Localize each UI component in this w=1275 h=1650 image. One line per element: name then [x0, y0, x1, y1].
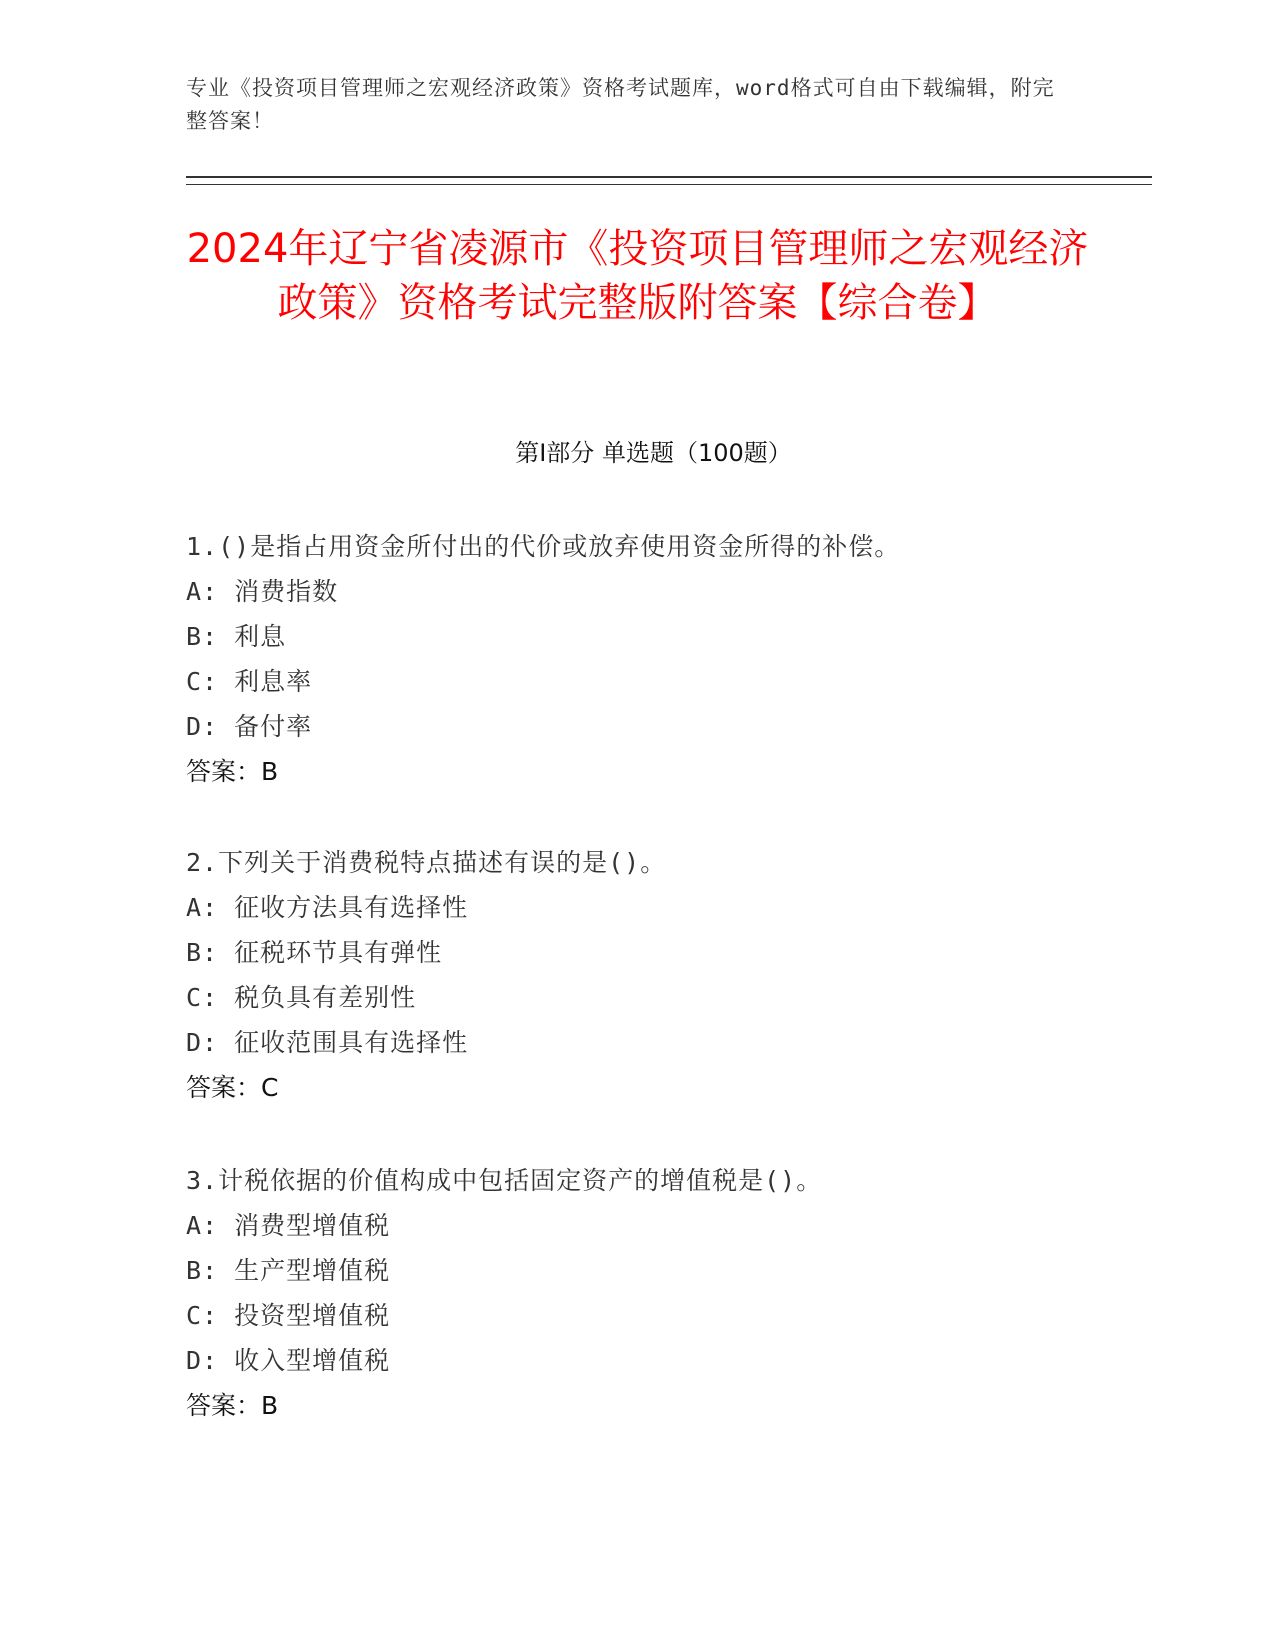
answer-line: 答案：C [186, 1073, 279, 1102]
option-d: D: 备付率 [186, 712, 313, 741]
document-title: 2024年辽宁省凌源市《投资项目管理师之宏观经济政策》资格考试完整版附答案【综合卷】 [186, 226, 1089, 326]
question-1 [186, 524, 1166, 794]
option-d: D: 征收范围具有选择性 [186, 1028, 469, 1057]
question-stem: 3.计税依据的价值构成中包括固定资产的增值税是()。 [186, 1166, 823, 1195]
option-b: B: 利息 [186, 622, 287, 651]
section-title: 第Ⅰ部分 单选题（100题） [515, 439, 792, 467]
question-stem: 1.()是指占用资金所付出的代价或放弃使用资金所得的补偿。 [186, 532, 901, 561]
option-a: A: 征收方法具有选择性 [186, 893, 469, 922]
option-b: B: 生产型增值税 [186, 1256, 391, 1285]
option-a: A: 消费型增值税 [186, 1211, 391, 1240]
option-c: C: 利息率 [186, 667, 313, 696]
option-b: B: 征税环节具有弹性 [186, 938, 443, 967]
question-2 [186, 840, 1166, 1110]
header-note: 专业《投资项目管理师之宏观经济政策》资格考试题库，word格式可自由下载编辑，附完整答案！ [186, 76, 1055, 133]
answer-line: 答案：B [186, 757, 279, 786]
question-3 [186, 1158, 1166, 1428]
option-c: C: 投资型增值税 [186, 1301, 391, 1330]
question-stem: 2.下列关于消费税特点描述有误的是()。 [186, 848, 667, 877]
option-c: C: 税负具有差别性 [186, 983, 417, 1012]
option-a: A: 消费指数 [186, 577, 339, 606]
answer-line: 答案：B [186, 1391, 279, 1420]
option-d: D: 收入型增值税 [186, 1346, 391, 1375]
header-divider [186, 176, 1152, 185]
